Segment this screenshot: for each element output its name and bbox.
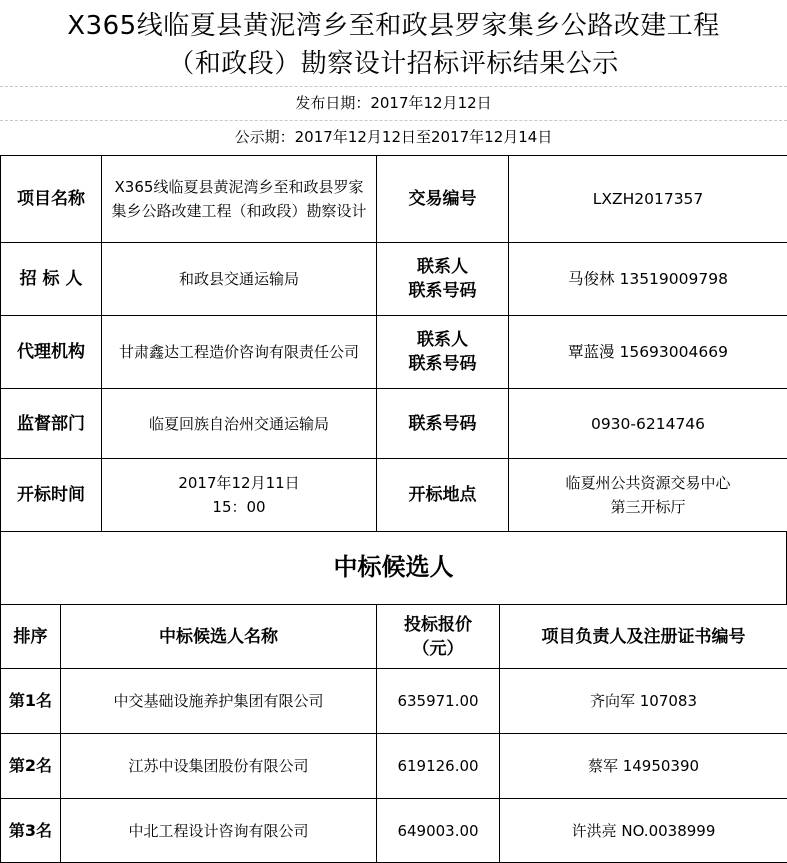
table-row [1, 799, 787, 863]
candidate-name-cell: 江苏中设集团股份有限公司 [61, 734, 377, 799]
price-header-line-1: 投标报价 [404, 614, 472, 635]
row-supervisor [1, 389, 787, 459]
agency-value: 甘肃鑫达工程造价咨询有限责任公司 [102, 316, 377, 389]
open-place-value [509, 459, 787, 532]
contact-phone-label: 联系号码 [408, 281, 477, 301]
project-info-table [0, 155, 787, 532]
price-cell: 635971.00 [377, 669, 500, 734]
candidate-name-cell: 中北工程设计咨询有限公司 [61, 799, 377, 863]
open-clock: 15：00 [212, 498, 266, 516]
manager-cell: 齐向军 107083 [500, 669, 787, 734]
contact-person-label: 联系人 [417, 330, 468, 350]
table-row [1, 734, 787, 799]
open-place-line-1: 临夏州公共资源交易中心 [565, 474, 731, 492]
candidates-table [0, 604, 787, 863]
open-time-value [102, 459, 377, 532]
project-name-label: 项目名称 [1, 156, 102, 243]
project-name-value: X365线临夏县黄泥湾乡至和政县罗家集乡公路改建工程（和政段）勘察设计 [102, 156, 377, 243]
contact-phone-label: 联系号码 [408, 354, 477, 374]
col-price-header [377, 605, 500, 669]
contact-person-label: 联系人 [417, 257, 468, 277]
tenderer-contact-label [377, 243, 509, 316]
row-open-time [1, 459, 787, 532]
supervisor-phone-label: 联系号码 [377, 389, 509, 459]
open-time-label: 开标时间 [1, 459, 102, 532]
tenderer-label: 招 标 人 [1, 243, 102, 316]
manager-cell: 蔡军 14950390 [500, 734, 787, 799]
col-name-header: 中标候选人名称 [61, 605, 377, 669]
trade-no-value: LXZH2017357 [509, 156, 787, 243]
rank-cell: 第1名 [1, 669, 61, 734]
open-date: 2017年12月11日 [178, 474, 300, 492]
price-cell: 619126.00 [377, 734, 500, 799]
candidates-header-row [1, 605, 787, 669]
tenderer-contact-value: 马俊林 13519009798 [509, 243, 787, 316]
open-place-line-2: 第三开标厅 [610, 498, 686, 516]
agency-label: 代理机构 [1, 316, 102, 389]
row-project-name [1, 156, 787, 243]
candidate-name-cell: 中交基础设施养护集团有限公司 [61, 669, 377, 734]
title-line-1: X365线临夏县黄泥湾乡至和政县罗家集乡公路改建工程 [67, 11, 720, 41]
trade-no-label: 交易编号 [377, 156, 509, 243]
price-cell: 649003.00 [377, 799, 500, 863]
row-agency [1, 316, 787, 389]
publish-date: 发布日期：2017年12月12日 [0, 86, 787, 121]
manager-cell: 许洪亮 NO.0038999 [500, 799, 787, 863]
agency-contact-label [377, 316, 509, 389]
rank-cell: 第3名 [1, 799, 61, 863]
notice-period: 公示期：2017年12月12日至2017年12月14日 [234, 128, 553, 146]
rank-cell: 第2名 [1, 734, 61, 799]
supervisor-phone-value: 0930-6214746 [509, 389, 787, 459]
table-row [1, 669, 787, 734]
price-header-line-2: （元） [412, 638, 464, 659]
open-place-label: 开标地点 [377, 459, 509, 532]
col-rank-header: 排序 [1, 605, 61, 669]
tenderer-value: 和政县交通运输局 [102, 243, 377, 316]
supervisor-value: 临夏回族自治州交通运输局 [102, 389, 377, 459]
notice-title [0, 0, 787, 87]
candidates-heading: 中标候选人 [0, 531, 787, 604]
row-tenderer [1, 243, 787, 316]
col-manager-header: 项目负责人及注册证书编号 [500, 605, 787, 669]
supervisor-label: 监督部门 [1, 389, 102, 459]
agency-contact-value: 覃蓝漫 15693004669 [509, 316, 787, 389]
title-line-2: （和政段）勘察设计招标评标结果公示 [168, 49, 619, 79]
